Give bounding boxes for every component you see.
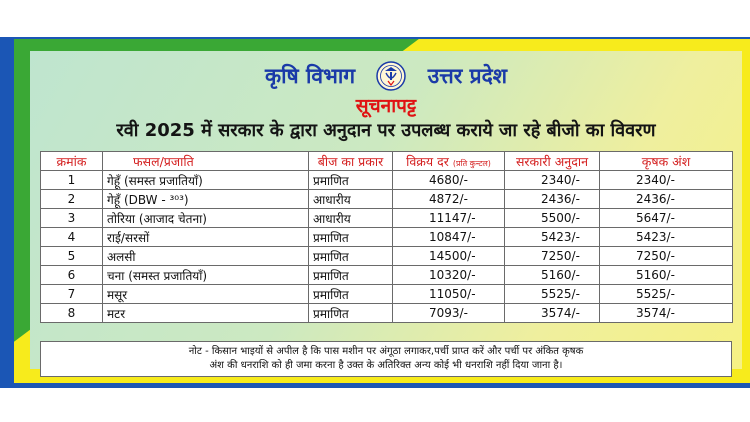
table-row bbox=[41, 209, 733, 228]
cell-sale-rate: 10320/- bbox=[393, 266, 505, 285]
cell-seed-type: आधारीय bbox=[309, 190, 393, 209]
col-serial: क्रमांक bbox=[41, 152, 103, 171]
cell-govt-subsidy: 3574/- bbox=[505, 304, 600, 323]
cell-seed-type: प्रमाणित bbox=[309, 228, 393, 247]
cell-govt-subsidy: 5500/- bbox=[505, 209, 600, 228]
col-govt-subsidy: सरकारी अनुदान bbox=[505, 152, 600, 171]
appeal-note bbox=[40, 341, 732, 377]
department-name: कृषि विभाग bbox=[264, 64, 356, 88]
cell-seed-type: प्रमाणित bbox=[309, 285, 393, 304]
col-farmer-share: कृषक अंश bbox=[600, 152, 733, 171]
cell-farmer-share: 2436/- bbox=[600, 190, 733, 209]
cell-seed-type: प्रमाणित bbox=[309, 247, 393, 266]
notice-board bbox=[0, 37, 750, 388]
table-row bbox=[41, 171, 733, 190]
department-title bbox=[30, 61, 742, 91]
table-row bbox=[41, 285, 733, 304]
table-row bbox=[41, 190, 733, 209]
cell-serial: 1 bbox=[41, 171, 103, 190]
cell-serial: 7 bbox=[41, 285, 103, 304]
cell-serial: 4 bbox=[41, 228, 103, 247]
cell-crop: गेहूँ (DBW - ³⁰³) bbox=[103, 190, 309, 209]
table-header-row bbox=[41, 152, 733, 171]
cell-serial: 5 bbox=[41, 247, 103, 266]
cell-sale-rate: 11147/- bbox=[393, 209, 505, 228]
cell-sale-rate: 4680/- bbox=[393, 171, 505, 190]
seed-subsidy-table bbox=[40, 151, 733, 323]
cell-farmer-share: 5423/- bbox=[600, 228, 733, 247]
note-line-2: अंश की धनराशि को ही जमा करना है उक्त के अतिरिक्त अन्य कोई भी धनराशि नहीं दिया जाना है। bbox=[209, 360, 563, 371]
cell-farmer-share: 7250/- bbox=[600, 247, 733, 266]
cell-govt-subsidy: 2436/- bbox=[505, 190, 600, 209]
cell-sale-rate: 11050/- bbox=[393, 285, 505, 304]
cell-farmer-share: 5525/- bbox=[600, 285, 733, 304]
cell-crop: अलसी bbox=[103, 247, 309, 266]
cell-farmer-share: 3574/- bbox=[600, 304, 733, 323]
cell-govt-subsidy: 7250/- bbox=[505, 247, 600, 266]
cell-govt-subsidy: 5525/- bbox=[505, 285, 600, 304]
col-sale-rate-label: विक्रय दर bbox=[406, 153, 449, 169]
cell-farmer-share: 5160/- bbox=[600, 266, 733, 285]
cell-serial: 8 bbox=[41, 304, 103, 323]
cell-govt-subsidy: 2340/- bbox=[505, 171, 600, 190]
col-seed-type: बीज का प्रकार bbox=[309, 152, 393, 171]
cell-serial: 6 bbox=[41, 266, 103, 285]
cell-sale-rate: 4872/- bbox=[393, 190, 505, 209]
notice-title: सूचनापट्ट bbox=[355, 95, 417, 117]
cell-crop: तोरिया (आजाद चेतना) bbox=[103, 209, 309, 228]
cell-govt-subsidy: 5160/- bbox=[505, 266, 600, 285]
up-government-emblem-icon bbox=[376, 61, 406, 91]
cell-sale-rate: 10847/- bbox=[393, 228, 505, 247]
cell-seed-type: प्रमाणित bbox=[309, 304, 393, 323]
col-crop: फसल/प्रजाति bbox=[103, 152, 309, 171]
cell-farmer-share: 2340/- bbox=[600, 171, 733, 190]
cell-crop: चना (समस्त प्रजातियाँ) bbox=[103, 266, 309, 285]
cell-seed-type: प्रमाणित bbox=[309, 266, 393, 285]
table-row bbox=[41, 266, 733, 285]
table-row bbox=[41, 228, 733, 247]
col-sale-rate bbox=[393, 152, 505, 171]
cell-govt-subsidy: 5423/- bbox=[505, 228, 600, 247]
rate-unit: (प्रति कुन्टल) bbox=[452, 158, 491, 168]
cell-sale-rate: 14500/- bbox=[393, 247, 505, 266]
page-heading: रवी 2025 में सरकार के द्वारा अनुदान पर उपलब्ध कराये जा रहे बीजो का विवरण bbox=[116, 120, 656, 141]
cell-seed-type: आधारीय bbox=[309, 209, 393, 228]
note-line-1: नोट - किसान भाइयों से अपील है कि पास मशीन पर अंगूठा लगाकर,पर्ची प्राप्त करें और पर्ची पर अंकित कृषक bbox=[188, 346, 584, 357]
cell-serial: 2 bbox=[41, 190, 103, 209]
cell-seed-type: प्रमाणित bbox=[309, 171, 393, 190]
cell-serial: 3 bbox=[41, 209, 103, 228]
state-name: उत्तर प्रदेश bbox=[427, 64, 508, 88]
cell-sale-rate: 7093/- bbox=[393, 304, 505, 323]
cell-crop: मसूर bbox=[103, 285, 309, 304]
table-row bbox=[41, 247, 733, 266]
cell-farmer-share: 5647/- bbox=[600, 209, 733, 228]
cell-crop: गेहूँ (समस्त प्रजातियाँ) bbox=[103, 171, 309, 190]
table-row bbox=[41, 304, 733, 323]
cell-crop: मटर bbox=[103, 304, 309, 323]
notice-panel bbox=[30, 51, 742, 369]
cell-crop: राई/सरसों bbox=[103, 228, 309, 247]
